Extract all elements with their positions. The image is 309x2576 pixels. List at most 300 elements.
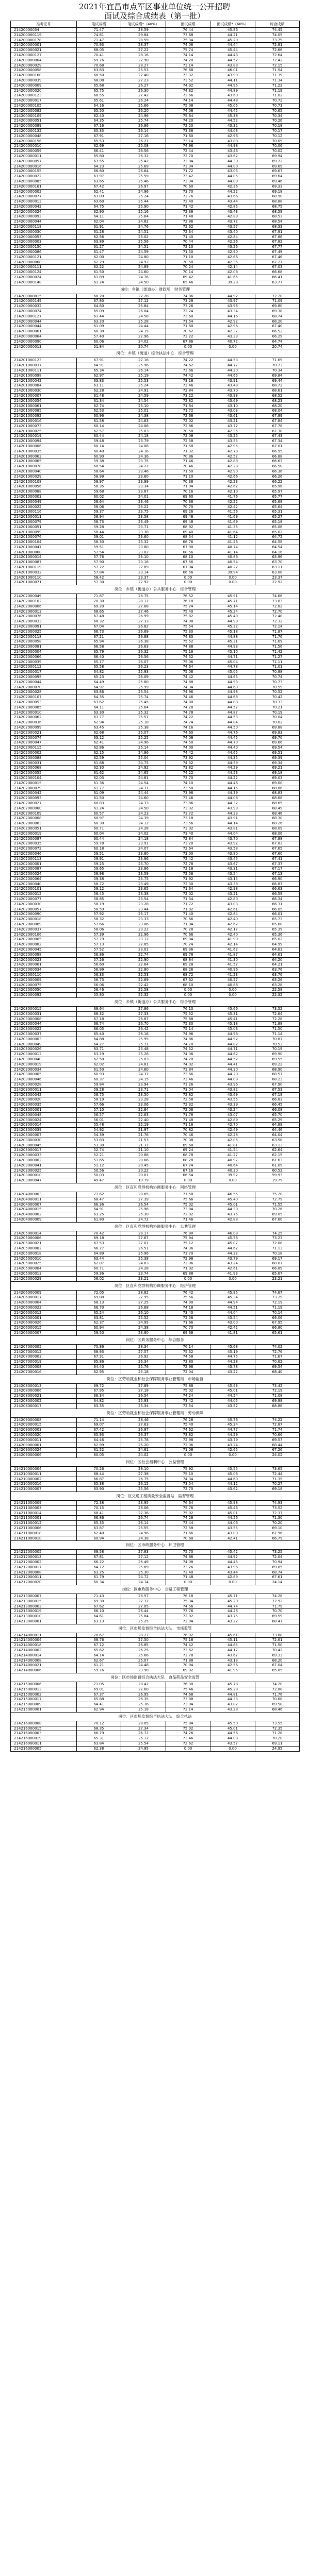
interview-weighted-cell: 43.15 [210,876,255,882]
table-row [11,164,300,169]
total-score-cell: 72.32 [255,619,300,624]
total-score-cell: 68.90 [255,194,300,199]
written-weighted-cell: 23.06 [121,922,166,927]
exam-number-cell: 214203000010 [11,1173,77,1178]
interview-score-cell: 73.82 [166,1432,210,1437]
written-score-cell: 59.38 [77,459,121,464]
interview-score-cell: 68.10 [166,555,210,560]
written-score-cell: 58.06 [77,927,121,932]
interview-score-cell: 74.82 [166,88,210,93]
written-score-cell: 67.91 [77,358,121,363]
total-score-cell: 70.68 [255,1697,300,1702]
interview-weighted-cell: 44.53 [210,358,255,363]
interview-weighted-cell: 43.82 [210,1087,255,1092]
interview-weighted-cell: 42.36 [210,184,255,189]
exam-number-cell: 214211000006 [11,1526,77,1531]
table-row [11,1594,300,1599]
exam-number-cell: 214203000005 [11,1072,77,1077]
written-score-cell: 60.93 [77,1072,121,1077]
interview-weighted-cell: 44.51 [210,1306,255,1311]
table-row [11,665,300,670]
table-row [11,1736,300,1741]
interview-score-cell: 73.82 [166,766,210,771]
written-weighted-cell: 24.80 [121,255,166,260]
table-row [11,418,300,423]
written-weighted-cell: 25.32 [121,710,166,715]
written-weighted-cell: 24.96 [121,1531,166,1536]
written-score-cell: 57.13 [77,942,121,947]
written-score-cell: 62.86 [77,745,121,751]
exam-number-cell: 214200000013 [11,344,77,349]
exam-number-cell: 214214000014 [11,1653,77,1658]
interview-score-cell: 75.16 [166,650,210,655]
total-score-cell: 72.66 [255,48,300,53]
table-row [11,1087,300,1092]
interview-score-cell: 69.78 [166,952,210,957]
interview-score-cell: 74.02 [166,1062,210,1067]
total-score-cell: 22.58 [255,988,300,993]
interview-score-cell: 68.78 [166,1153,210,1158]
interview-weighted-cell: 44.26 [210,1609,255,1614]
interview-weighted-cell: 0.00 [210,1746,255,1751]
exam-number-cell: 214200000089 [11,124,77,129]
exam-number-cell: 214200000011 [11,154,77,159]
interview-weighted-cell: 43.48 [210,383,255,388]
table-row [11,98,300,104]
interview-score-cell: 73.70 [166,1251,210,1256]
written-score-cell: 60.90 [77,454,121,459]
written-weighted-cell: 27.83 [121,1550,166,1555]
written-score-cell: 71.62 [77,1192,121,1197]
total-score-cell: 67.88 [255,836,300,841]
total-score-cell: 68.59 [255,209,300,214]
interview-score-cell: 74.86 [166,1037,210,1042]
table-row [11,474,300,479]
table-row [11,1272,300,1277]
interview-score-cell: 74.56 [166,1604,210,1609]
written-score-cell: 54.39 [77,1132,121,1138]
table-row [11,324,300,329]
total-score-cell: 65.02 [255,530,300,535]
exam-number-cell: 214202000013 [11,609,77,614]
written-weighted-cell: 24.96 [121,740,166,745]
interview-score-cell: 75.18 [166,1638,210,1643]
exam-number-cell: 214200000123 [11,93,77,98]
table-row [11,1042,300,1047]
interview-score-cell: 71.78 [166,1112,210,1117]
written-score-cell: 70.93 [77,43,121,48]
written-score-cell: 58.42 [77,575,121,580]
total-score-cell: 68.57 [255,1072,300,1077]
written-weighted-cell: 26.14 [121,128,166,133]
interview-weighted-cell: 42.80 [210,897,255,902]
total-score-cell: 67.38 [255,429,300,434]
total-score-cell: 68.23 [255,1077,300,1082]
interview-weighted-cell: 41.62 [210,947,255,953]
interview-weighted-cell: 42.66 [210,255,255,260]
interview-score-cell: 71.04 [166,922,210,927]
written-score-cell: 65.62 [77,1648,121,1653]
interview-weighted-cell: 45.86 [210,28,255,33]
interview-score-cell: 70.60 [166,184,210,189]
interview-score-cell: 69.88 [166,1272,210,1277]
interview-weighted-cell: 42.88 [210,1217,255,1222]
interview-weighted-cell: 43.10 [210,403,255,409]
total-score-cell: 69.66 [255,740,300,745]
interview-weighted-cell: 43.96 [210,1082,255,1087]
written-score-cell: 57.76 [77,555,121,560]
total-score-cell: 63.26 [255,977,300,982]
interview-weighted-cell: 42.89 [210,1575,255,1580]
interview-weighted-cell: 42.28 [210,464,255,469]
exam-number-cell: 214211000003 [11,1505,77,1511]
written-score-cell: 65.31 [77,1736,121,1741]
interview-weighted-cell: 44.56 [210,1516,255,1521]
table-row [11,270,300,275]
exam-number-cell: 214200000009 [11,83,77,88]
written-weighted-cell: 23.17 [121,912,166,917]
interview-score-cell: 73.26 [166,304,210,309]
total-score-cell: 64.46 [255,1128,300,1133]
table-row [11,624,300,630]
interview-score-cell: 73.52 [166,78,210,83]
interview-weighted-cell: 44.62 [210,1052,255,1057]
table-row [11,344,300,349]
written-weighted-cell: 22.58 [121,988,166,993]
written-score-cell: 65.35 [77,1521,121,1526]
total-score-cell: 73.42 [255,1383,300,1388]
exam-number-cell: 214212000002 [11,1560,77,1565]
written-score-cell: 61.89 [77,275,121,280]
total-score-cell: 72.44 [255,1471,300,1477]
interview-weighted-cell: 44.48 [210,53,255,58]
written-weighted-cell: 25.45 [121,700,166,705]
exam-number-cell: 214209000001 [11,1443,77,1448]
interview-weighted-cell: 43.31 [210,867,255,872]
table-row [11,826,300,831]
total-score-cell: 68.74 [255,1570,300,1575]
table-row [11,1077,300,1082]
written-weighted-cell: 24.02 [121,831,166,836]
exam-number-cell: 214203000012 [11,1052,77,1057]
total-score-cell: 70.06 [255,144,300,149]
exam-number-cell: 214203000033 [11,1153,77,1158]
table-row [11,685,300,690]
written-weighted-cell: 28.17 [121,1231,166,1236]
total-score-cell: 69.51 [255,750,300,755]
written-weighted-cell: 27.38 [121,1471,166,1477]
total-score-cell: 66.34 [255,897,300,902]
interview-weighted-cell: 44.84 [210,720,255,725]
interview-weighted-cell: 44.05 [210,174,255,179]
interview-weighted-cell: 43.82 [210,1702,255,1707]
interview-score-cell: 76.42 [166,1290,210,1295]
exam-number-cell: 214202000058 [11,639,77,645]
interview-score-cell: 74.18 [166,1306,210,1311]
table-row [11,1487,300,1492]
written-score-cell: 63.25 [77,1212,121,1217]
table-row [11,1746,300,1751]
table-row [11,695,300,700]
written-score-cell: 69.01 [77,1687,121,1692]
interview-score-cell: 74.32 [166,760,210,766]
total-score-cell: 72.79 [255,1197,300,1202]
interview-score-cell: 75.02 [166,1388,210,1394]
table-row [11,867,300,872]
table-row [11,1300,300,1306]
written-weighted-cell: 27.12 [121,1555,166,1560]
written-weighted-cell: 26.37 [121,1432,166,1437]
interview-score-cell: 74.62 [166,363,210,368]
total-score-cell: 70.53 [255,1042,300,1047]
written-weighted-cell: 24.51 [121,245,166,250]
interview-score-cell: 70.82 [166,1128,210,1133]
interview-score-cell: 73.18 [166,816,210,821]
interview-score-cell: 74.96 [166,144,210,149]
written-weighted-cell: 26.34 [121,1360,166,1365]
written-weighted-cell: 24.48 [121,1663,166,1668]
exam-number-cell: 214200000022 [11,174,77,179]
exam-number-cell: 214201000011 [11,515,77,520]
table-row [11,479,300,484]
exam-number-cell: 214202000075 [11,982,77,988]
interview-score-cell: 75.64 [166,113,210,118]
written-weighted-cell: 24.76 [121,275,166,280]
interview-score-cell: 70.58 [166,429,210,434]
total-score-cell: 69.33 [255,184,300,189]
written-score-cell: 58.85 [77,897,121,902]
exam-number-cell: 214206000009 [11,1290,77,1295]
table-row [11,275,300,280]
written-score-cell: 63.87 [77,1526,121,1531]
written-weighted-cell: 27.18 [121,1388,166,1394]
written-score-cell: 65.80 [77,154,121,159]
written-weighted-cell: 26.74 [121,1516,166,1521]
table-row [11,1132,300,1138]
written-weighted-cell: 25.03 [121,429,166,434]
written-weighted-cell: 25.53 [121,68,166,73]
written-score-cell: 68.65 [77,609,121,614]
interview-score-cell: 73.32 [166,73,210,78]
total-score-cell: 71.01 [255,665,300,670]
interview-score-cell: 75.46 [166,1687,210,1692]
interview-weighted-cell: 42.14 [210,265,255,270]
table-row [11,766,300,771]
table-row [11,1432,300,1437]
written-score-cell: 68.05 [77,48,121,53]
written-score-cell: 66.10 [77,1609,121,1614]
written-weighted-cell: 26.10 [121,1310,166,1315]
total-score-cell: 70.52 [255,690,300,695]
exam-number-cell: 214203000026 [11,1047,77,1052]
interview-score-cell: 73.84 [166,159,210,164]
table-row [11,882,300,887]
section-label: 岗位：区交通工程质量安全监督站 监督管理 [11,1492,300,1500]
written-weighted-cell: 23.37 [121,575,166,580]
written-weighted-cell: 26.30 [121,88,166,93]
table-row [11,1565,300,1570]
total-score-cell: 68.65 [255,801,300,806]
table-row [11,225,300,230]
written-score-cell: 59.01 [77,535,121,540]
total-score-cell: 70.20 [255,1736,300,1741]
interview-weighted-cell: 44.08 [210,796,255,801]
written-score-cell: 58.30 [77,540,121,545]
written-score-cell: 57.52 [77,947,121,953]
interview-weighted-cell: 44.00 [210,164,255,169]
interview-score-cell: 72.66 [166,93,210,98]
interview-score-cell: 70.38 [166,479,210,484]
table-row [11,1580,300,1585]
written-weighted-cell: 24.28 [121,826,166,831]
written-weighted-cell: 25.74 [121,118,166,124]
written-weighted-cell: 24.02 [121,339,166,344]
table-body [11,28,300,1752]
written-score-cell: 58.02 [77,1276,121,1281]
exam-number-cell: 214213000003 [11,1604,77,1609]
table-row [11,58,300,63]
written-weighted-cell: 24.59 [121,250,166,255]
total-score-cell: 66.80 [255,1326,300,1331]
interview-score-cell: 71.64 [166,887,210,892]
total-score-cell: 68.30 [255,816,300,821]
interview-weighted-cell: 43.88 [210,63,255,68]
written-weighted-cell: 27.05 [121,1604,166,1609]
interview-score-cell: 73.40 [166,831,210,836]
written-score-cell: 63.62 [77,700,121,705]
interview-weighted-cell: 41.26 [210,540,255,545]
total-score-cell: 68.33 [255,225,300,230]
written-weighted-cell: 24.54 [121,398,166,403]
interview-weighted-cell: 45.38 [210,113,255,118]
table-row [11,968,300,973]
written-score-cell: 59.97 [77,479,121,484]
table-row [11,962,300,968]
table-row [11,314,300,319]
written-score-cell: 60.34 [77,1580,121,1585]
table-row [11,524,300,530]
interview-score-cell: 74.22 [166,771,210,776]
written-weighted-cell: 23.06 [121,1103,166,1108]
interview-weighted-cell: 44.14 [210,821,255,826]
total-score-cell: 64.61 [255,952,300,957]
table-row [11,725,300,730]
section-header-row [11,1222,300,1231]
total-score-cell: 66.89 [255,1266,300,1272]
title-line-1: 2021年宜昌市点军区事业单位统一公开招聘 [78,2,231,11]
written-weighted-cell: 23.49 [121,882,166,887]
total-score-cell: 70.02 [255,720,300,725]
written-score-cell: 59.37 [77,510,121,515]
written-weighted-cell: 23.44 [121,907,166,912]
total-score-cell: 69.18 [255,1487,300,1492]
total-score-cell: 69.83 [255,730,300,735]
exam-number-cell: 214215000001 [11,1707,77,1713]
table-row [11,851,300,856]
written-weighted-cell: 23.60 [121,474,166,479]
written-weighted-cell: 25.19 [121,373,166,378]
exam-number-cell: 214204000002 [11,1212,77,1217]
exam-number-cell: 214203000008 [11,1016,77,1022]
table-row [11,1369,300,1375]
exam-number-cell: 214201000076 [11,535,77,540]
written-weighted-cell: 24.92 [121,766,166,771]
table-row [11,639,300,645]
total-score-cell: 72.61 [255,1638,300,1643]
interview-score-cell: 75.30 [166,629,210,634]
exam-number-cell: 214201000094 [11,439,77,444]
written-score-cell: 65.94 [77,639,121,645]
exam-number-cell: 214203000028 [11,1082,77,1087]
exam-number-cell: 214208000002 [11,1399,77,1404]
total-score-cell: 67.13 [255,872,300,877]
interview-score-cell: 74.42 [166,675,210,680]
written-score-cell: 70.86 [77,1344,121,1349]
section-header-row [11,1673,300,1682]
written-weighted-cell: 28.16 [121,53,166,58]
table-row [11,545,300,550]
written-weighted-cell: 26.32 [121,154,166,159]
written-weighted-cell: 25.84 [121,304,166,309]
table-row [11,922,300,927]
exam-number-cell: 214202000107 [11,695,77,700]
interview-score-cell: 73.84 [166,1067,210,1072]
interview-weighted-cell: 45.24 [210,609,255,614]
interview-score-cell: 0.00 [166,580,210,585]
written-weighted-cell: 27.33 [121,619,166,624]
written-score-cell: 56.73 [77,977,121,982]
written-weighted-cell: 23.90 [121,1668,166,1673]
written-weighted-cell: 24.92 [121,260,166,265]
written-score-cell: 67.21 [77,634,121,639]
interview-score-cell: 0.00 [166,575,210,580]
exam-number-cell: 214200000017 [11,98,77,104]
table-row [11,1555,300,1560]
interview-weighted-cell: 44.53 [210,771,255,776]
exam-number-cell: 214201000054 [11,398,77,403]
written-weighted-cell: 25.28 [121,319,166,324]
total-score-cell: 67.40 [255,324,300,329]
interview-score-cell: 73.66 [166,1072,210,1077]
written-score-cell: 59.65 [77,867,121,872]
written-weighted-cell: 25.96 [121,1207,166,1212]
table-row [11,973,300,978]
exam-number-cell: 214203000024 [11,1117,77,1123]
exam-number-cell: 214207000019 [11,1360,77,1365]
exam-number-cell: 214204000009 [11,1217,77,1222]
written-score-cell: 62.15 [77,750,121,755]
total-score-cell: 66.83 [255,1097,300,1103]
interview-score-cell: 72.30 [166,882,210,887]
written-score-cell: 57.26 [77,957,121,962]
total-score-cell: 69.44 [255,378,300,383]
written-score-cell: 58.32 [77,917,121,922]
written-score-cell: 55.80 [77,993,121,998]
table-row [11,1354,300,1360]
table-row [11,1511,300,1516]
table-row [11,861,300,867]
exam-number-cell: 214211000012 [11,1521,77,1526]
interview-weighted-cell: 42.42 [210,1326,255,1331]
written-score-cell: 61.79 [77,1575,121,1580]
exam-number-cell: 214215000002 [11,1692,77,1697]
written-weighted-cell: 23.32 [121,540,166,545]
written-score-cell: 62.90 [77,209,121,214]
written-weighted-cell: 23.96 [121,856,166,861]
exam-number-cell: 214200000020 [11,88,77,93]
interview-weighted-cell: 45.01 [210,1511,255,1516]
interview-score-cell: 68.92 [166,524,210,530]
